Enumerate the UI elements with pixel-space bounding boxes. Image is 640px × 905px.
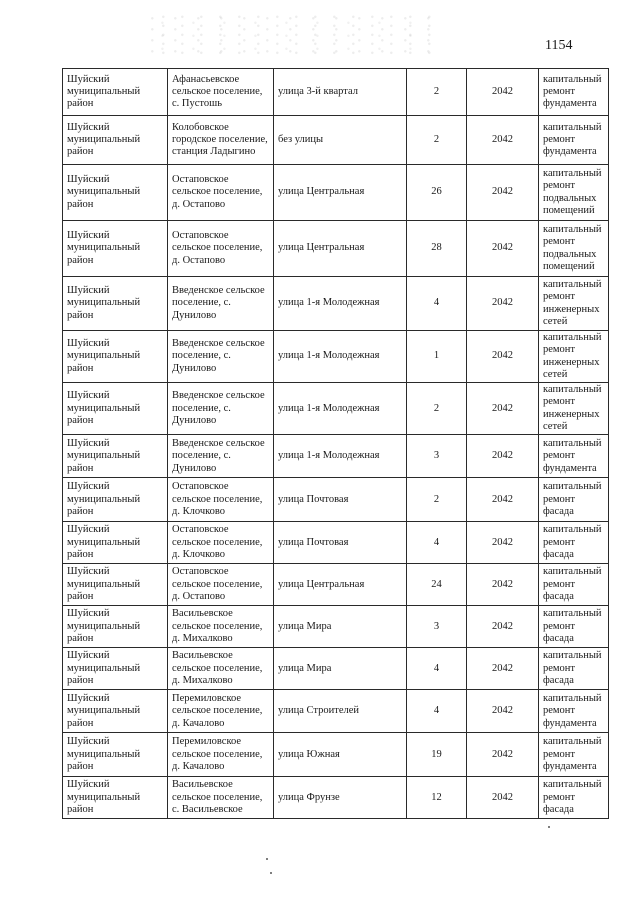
year-cell: 2042 — [467, 478, 539, 522]
district-cell: Шуйский муниципальный район — [63, 564, 168, 606]
year-cell: 2042 — [467, 116, 539, 165]
page-number: 1154 — [545, 38, 573, 53]
house-number-cell: 28 — [407, 221, 467, 277]
scan-speck — [270, 872, 272, 874]
settlement-cell: Остаповское сельское поселение, д. Остапово — [168, 221, 274, 277]
house-number-cell: 4 — [407, 690, 467, 733]
table-row — [63, 564, 609, 606]
settlement-cell: Введенское сельское поселение, с. Дунилово — [168, 277, 274, 331]
work-type-cell: капитальный ремонт фундамента — [539, 435, 609, 478]
district-cell: Шуйский муниципальный район — [63, 331, 168, 383]
table-row — [63, 277, 609, 331]
settlement-cell: Введенское сельское поселение, с. Дунилово — [168, 383, 274, 435]
street-cell: улица Центральная — [274, 221, 407, 277]
year-cell: 2042 — [467, 69, 539, 116]
work-type-cell: капитальный ремонт инженерных сетей — [539, 331, 609, 383]
work-type-cell: капитальный ремонт фасада — [539, 648, 609, 690]
house-number-cell: 2 — [407, 383, 467, 435]
street-cell: улица Центральная — [274, 564, 407, 606]
table-row — [63, 69, 609, 116]
scan-artifact — [150, 15, 440, 60]
table-row — [63, 331, 609, 383]
work-type-cell: капитальный ремонт инженерных сетей — [539, 277, 609, 331]
table-row — [63, 383, 609, 435]
house-number-cell: 24 — [407, 564, 467, 606]
street-cell: улица 1-я Молодежная — [274, 435, 407, 478]
settlement-cell: Васильевское сельское поселение, д. Михалково — [168, 648, 274, 690]
housing-repair-table — [62, 68, 609, 819]
house-number-cell: 3 — [407, 606, 467, 648]
district-cell: Шуйский муниципальный район — [63, 522, 168, 564]
district-cell: Шуйский муниципальный район — [63, 383, 168, 435]
table-row — [63, 606, 609, 648]
settlement-cell: Остаповское сельское поселение, д. Остапово — [168, 165, 274, 221]
house-number-cell: 26 — [407, 165, 467, 221]
settlement-cell: Перемиловское сельское поселение, д. Качалово — [168, 690, 274, 733]
district-cell: Шуйский муниципальный район — [63, 733, 168, 777]
year-cell: 2042 — [467, 383, 539, 435]
house-number-cell: 2 — [407, 116, 467, 165]
street-cell: улица Южная — [274, 733, 407, 777]
table-row — [63, 221, 609, 277]
table-row — [63, 648, 609, 690]
settlement-cell: Васильевское сельское поселение, с. Васильевское — [168, 777, 274, 819]
house-number-cell: 2 — [407, 478, 467, 522]
work-type-cell: капитальный ремонт инженерных сетей — [539, 383, 609, 435]
table-row — [63, 165, 609, 221]
work-type-cell: капитальный ремонт подвальных помещений — [539, 165, 609, 221]
street-cell: улица Мира — [274, 606, 407, 648]
work-type-cell: капитальный ремонт фундамента — [539, 116, 609, 165]
street-cell: улица Строителей — [274, 690, 407, 733]
settlement-cell: Васильевское сельское поселение, д. Михалково — [168, 606, 274, 648]
street-cell: улица 1-я Молодежная — [274, 383, 407, 435]
house-number-cell: 4 — [407, 522, 467, 564]
year-cell: 2042 — [467, 690, 539, 733]
work-type-cell: капитальный ремонт фасада — [539, 777, 609, 819]
district-cell: Шуйский муниципальный район — [63, 777, 168, 819]
district-cell: Шуйский муниципальный район — [63, 116, 168, 165]
table-row — [63, 478, 609, 522]
work-type-cell: капитальный ремонт фундамента — [539, 733, 609, 777]
table-row — [63, 690, 609, 733]
district-cell: Шуйский муниципальный район — [63, 478, 168, 522]
district-cell: Шуйский муниципальный район — [63, 277, 168, 331]
house-number-cell: 19 — [407, 733, 467, 777]
settlement-cell: Остаповское сельское поселение, д. Остапово — [168, 564, 274, 606]
settlement-cell: Остаповское сельское поселение, д. Клочково — [168, 478, 274, 522]
street-cell: улица 1-я Молодежная — [274, 277, 407, 331]
house-number-cell: 4 — [407, 648, 467, 690]
settlement-cell: Перемиловское сельское поселение, д. Качалово — [168, 733, 274, 777]
table-row — [63, 435, 609, 478]
table-row — [63, 777, 609, 819]
district-cell: Шуйский муниципальный район — [63, 606, 168, 648]
year-cell: 2042 — [467, 777, 539, 819]
settlement-cell: Афанасьевское сельское поселение, с. Пустошь — [168, 69, 274, 116]
table-row — [63, 116, 609, 165]
district-cell: Шуйский муниципальный район — [63, 221, 168, 277]
settlement-cell: Введенское сельское поселение, с. Дунилово — [168, 331, 274, 383]
settlement-cell: Остаповское сельское поселение, д. Клочково — [168, 522, 274, 564]
street-cell: улица Почтовая — [274, 478, 407, 522]
district-cell: Шуйский муниципальный район — [63, 435, 168, 478]
work-type-cell: капитальный ремонт фасада — [539, 478, 609, 522]
year-cell: 2042 — [467, 648, 539, 690]
year-cell: 2042 — [467, 435, 539, 478]
house-number-cell: 4 — [407, 277, 467, 331]
street-cell: улица 1-я Молодежная — [274, 331, 407, 383]
table-row — [63, 522, 609, 564]
year-cell: 2042 — [467, 165, 539, 221]
house-number-cell: 2 — [407, 69, 467, 116]
settlement-cell: Введенское сельское поселение, с. Дунилово — [168, 435, 274, 478]
district-cell: Шуйский муниципальный район — [63, 648, 168, 690]
house-number-cell: 1 — [407, 331, 467, 383]
year-cell: 2042 — [467, 522, 539, 564]
scan-speck — [266, 858, 268, 860]
work-type-cell: капитальный ремонт фундамента — [539, 690, 609, 733]
year-cell: 2042 — [467, 277, 539, 331]
street-cell: улица Мира — [274, 648, 407, 690]
year-cell: 2042 — [467, 564, 539, 606]
street-cell: улица 3-й квартал — [274, 69, 407, 116]
year-cell: 2042 — [467, 221, 539, 277]
work-type-cell: капитальный ремонт фасада — [539, 564, 609, 606]
work-type-cell: капитальный ремонт подвальных помещений — [539, 221, 609, 277]
table-row — [63, 733, 609, 777]
work-type-cell: капитальный ремонт фасада — [539, 606, 609, 648]
street-cell: без улицы — [274, 116, 407, 165]
year-cell: 2042 — [467, 606, 539, 648]
settlement-cell: Колобовское городское поселение, станция Ладыгино — [168, 116, 274, 165]
work-type-cell: капитальный ремонт фундамента — [539, 69, 609, 116]
house-number-cell: 12 — [407, 777, 467, 819]
year-cell: 2042 — [467, 331, 539, 383]
district-cell: Шуйский муниципальный район — [63, 690, 168, 733]
district-cell: Шуйский муниципальный район — [63, 165, 168, 221]
district-cell: Шуйский муниципальный район — [63, 69, 168, 116]
scan-speck — [548, 826, 550, 828]
house-number-cell: 3 — [407, 435, 467, 478]
street-cell: улица Фрунзе — [274, 777, 407, 819]
year-cell: 2042 — [467, 733, 539, 777]
street-cell: улица Почтовая — [274, 522, 407, 564]
work-type-cell: капитальный ремонт фасада — [539, 522, 609, 564]
street-cell: улица Центральная — [274, 165, 407, 221]
